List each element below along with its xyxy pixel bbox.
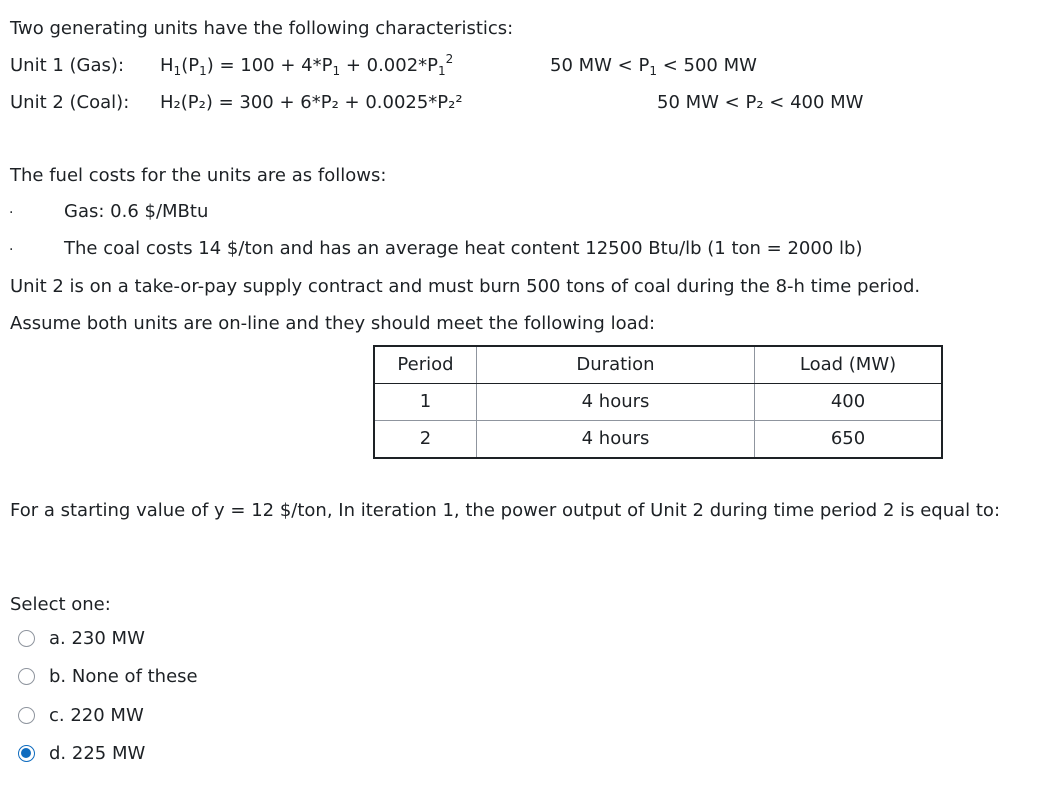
bullet-dot: ·: [9, 242, 14, 258]
unit2-limit: 50 MW < P₂ < 400 MW: [657, 92, 864, 113]
bullet-dot: ·: [9, 205, 14, 221]
table-header-cell: Period: [374, 346, 477, 384]
table-cell: 2: [374, 421, 477, 459]
table-row: [374, 384, 942, 421]
radio-button[interactable]: [18, 707, 35, 724]
table-row: [374, 421, 942, 459]
fuel-item-gas: Gas: 0.6 $/MBtu: [64, 201, 209, 222]
unit1-limit: 50 MW < $P_1 < 500$ MW: [550, 55, 757, 78]
unit1-name: Unit 1 (Gas):: [10, 55, 125, 76]
answer-option-b[interactable]: [18, 664, 198, 688]
intro-text: Two generating units have the following characteristics:: [10, 18, 514, 39]
answer-option-a[interactable]: [18, 626, 145, 650]
table-cell: 1: [374, 384, 477, 421]
question-text: For a starting value of y = 12 $/ton, In iteration 1, the power output of Unit 2 during time period 2 is equal to:: [10, 500, 1001, 521]
select-label: Select one:: [10, 594, 111, 615]
answer-option-c[interactable]: [18, 703, 144, 727]
fuel-intro: The fuel costs for the units are as follows:: [10, 165, 387, 186]
table-cell: 4 hours: [477, 384, 755, 421]
answer-option-label: c. 220 MW: [49, 704, 144, 726]
table-header-cell: Duration: [477, 346, 755, 384]
unit1-equation: $H_1(P_1) = 100 + 4*P_1 + 0.002*P_1^2$: [160, 52, 454, 78]
load-table: [373, 345, 943, 459]
radio-button[interactable]: [18, 630, 35, 647]
assume-text: Assume both units are on-line and they should meet the following load:: [10, 313, 656, 334]
unit2-name: Unit 2 (Coal):: [10, 92, 130, 113]
fuel-item-coal: The coal costs 14 $/ton and has an average heat content 12500 Btu/lb (1 ton = 2000 lb): [64, 238, 863, 259]
answer-option-label: a. 230 MW: [49, 627, 145, 649]
table-cell: 400: [755, 384, 943, 421]
answer-option-label: d. 225 MW: [49, 742, 146, 764]
table-header-row: [374, 346, 942, 384]
answer-option-d[interactable]: [18, 741, 145, 765]
table-cell: 4 hours: [477, 421, 755, 459]
table-header-cell: Load (MW): [755, 346, 943, 384]
radio-button-selected[interactable]: [18, 745, 35, 762]
radio-button[interactable]: [18, 668, 35, 685]
unit2-equation: H₂(P₂) = 300 + 6*P₂ + 0.0025*P₂²: [160, 92, 463, 113]
contract-text: Unit 2 is on a take-or-pay supply contract and must burn 500 tons of coal during the 8-h time period.: [10, 276, 921, 297]
table-cell: 650: [755, 421, 943, 459]
answer-option-label: b. None of these: [49, 665, 198, 687]
